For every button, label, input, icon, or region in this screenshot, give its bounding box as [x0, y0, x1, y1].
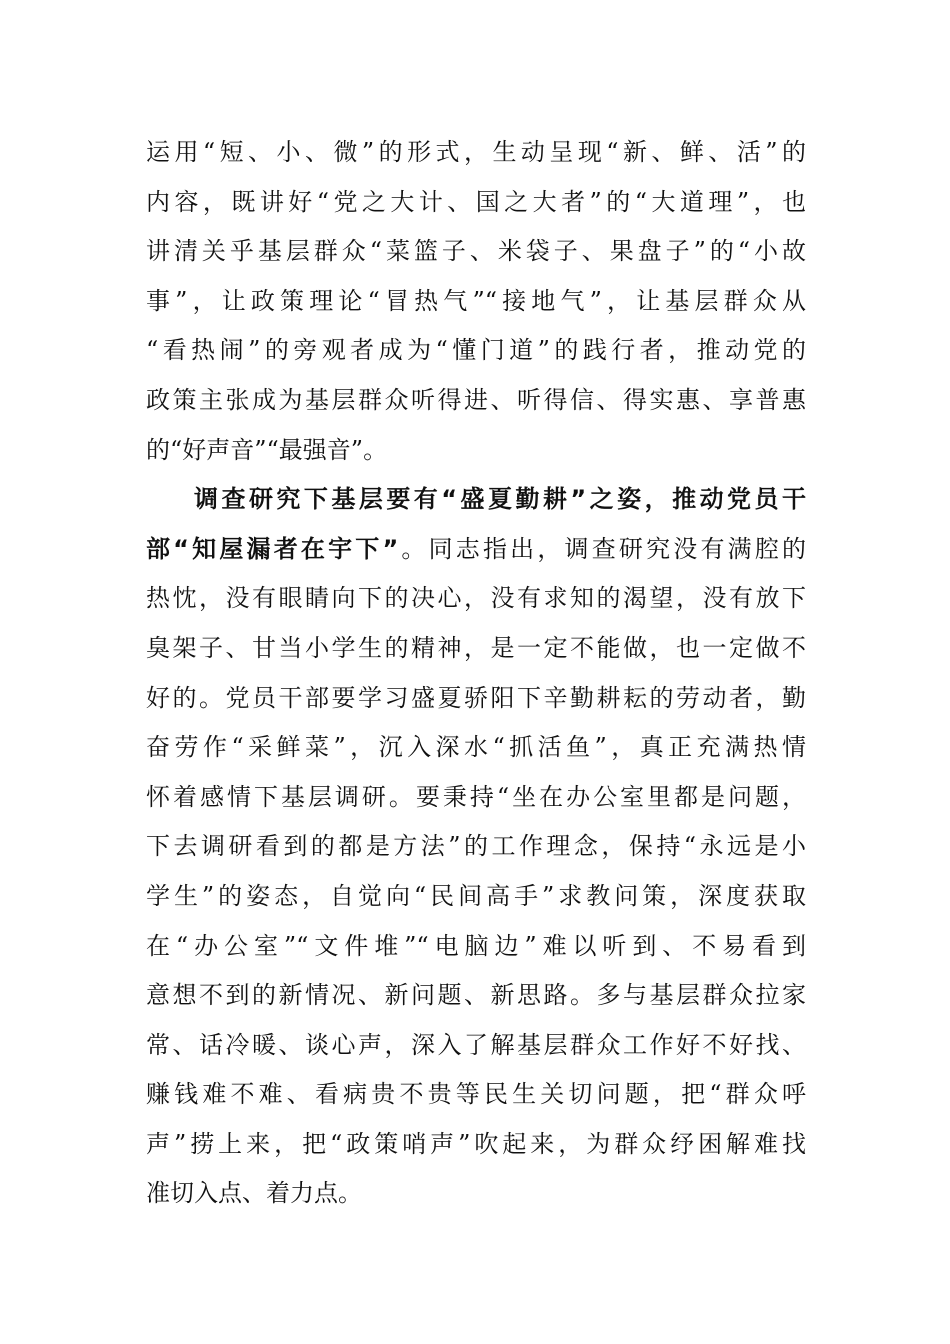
text-run: 赚钱难不难、看病贵不贵等民生关切问题，把“群众呼 — [146, 1080, 806, 1109]
text-line — [146, 525, 806, 575]
text-line — [146, 872, 806, 922]
text-line — [146, 227, 806, 277]
text-line — [146, 178, 806, 228]
text-line — [146, 426, 806, 476]
text-line — [146, 922, 806, 972]
text-line — [146, 128, 806, 178]
text-run: 常、话冷暖、谈心声，深入了解基层群众工作好不好找、 — [146, 1030, 806, 1059]
text-line — [146, 475, 806, 525]
text-run: 内容，既讲好“党之大计、国之大者”的“大道理”，也 — [146, 187, 806, 216]
text-run: 在“办公室”“文件堆”“电脑边”难以听到、不易看到 — [146, 931, 806, 960]
text-run: 好的。党员干部要学习盛夏骄阳下辛勤耕耘的劳动者，勤 — [146, 683, 806, 712]
text-line — [146, 277, 806, 327]
heading-run: 部“知屋漏者在宇下” — [146, 534, 399, 563]
text-run: 的“好声音”“最强音”。 — [146, 435, 388, 464]
text-line — [146, 1021, 806, 1071]
text-run: 。同志指出，调查研究没有满腔的 — [398, 534, 807, 563]
text-run: 声”捞上来，把“政策哨声”吹起来，为群众纾困解难找 — [146, 1129, 806, 1158]
text-line — [146, 822, 806, 872]
text-run: 臭架子、甘当小学生的精神，是一定不能做，也一定做不 — [146, 633, 806, 662]
heading-run: 调查研究下基层要有“盛夏勤耕”之姿，推动党员干 — [194, 485, 806, 514]
text-run: 运用“短、小、微”的形式，生动呈现“新、鲜、活”的 — [146, 138, 806, 166]
text-line — [146, 376, 806, 426]
text-line — [146, 326, 806, 376]
text-run: 准切入点、着力点。 — [146, 1179, 362, 1208]
text-run: 意想不到的新情况、新问题、新思路。多与基层群众拉家 — [146, 981, 806, 1010]
text-run: 怀着感情下基层调研。要秉持“坐在办公室里都是问题， — [146, 782, 806, 811]
text-line — [146, 624, 806, 674]
text-run: 政策主张成为基层群众听得进、听得信、得实惠、享普惠 — [146, 385, 806, 414]
text-run: 讲清关乎基层群众“菜篮子、米袋子、果盘子”的“小故 — [146, 237, 806, 266]
text-line — [146, 1169, 806, 1219]
text-run: 学生”的姿态，自觉向“民间高手”求教问策，深度获取 — [146, 881, 806, 910]
text-line — [146, 971, 806, 1021]
text-run: “看热闹”的旁观者成为“懂门道”的践行者，推动党的 — [146, 336, 806, 365]
text-run: 热忱，没有眼睛向下的决心，没有求知的渴望，没有放下 — [146, 584, 806, 613]
text-line — [146, 723, 806, 773]
text-run: 下去调研看到的都是方法”的工作理念，保持“永远是小 — [146, 832, 806, 861]
text-run: 奋劳作“采鲜菜”，沉入深水“抓活鱼”，真正充满热情 — [146, 733, 806, 762]
text-line — [146, 773, 806, 823]
body-text — [146, 128, 806, 1219]
text-line — [146, 1120, 806, 1170]
text-run: 事”，让政策理论“冒热气”“接地气”，让基层群众从 — [146, 286, 806, 315]
text-line — [146, 574, 806, 624]
paragraph-1 — [146, 128, 806, 475]
text-line — [146, 674, 806, 724]
paragraph-2 — [146, 475, 806, 1219]
text-line — [146, 1070, 806, 1120]
